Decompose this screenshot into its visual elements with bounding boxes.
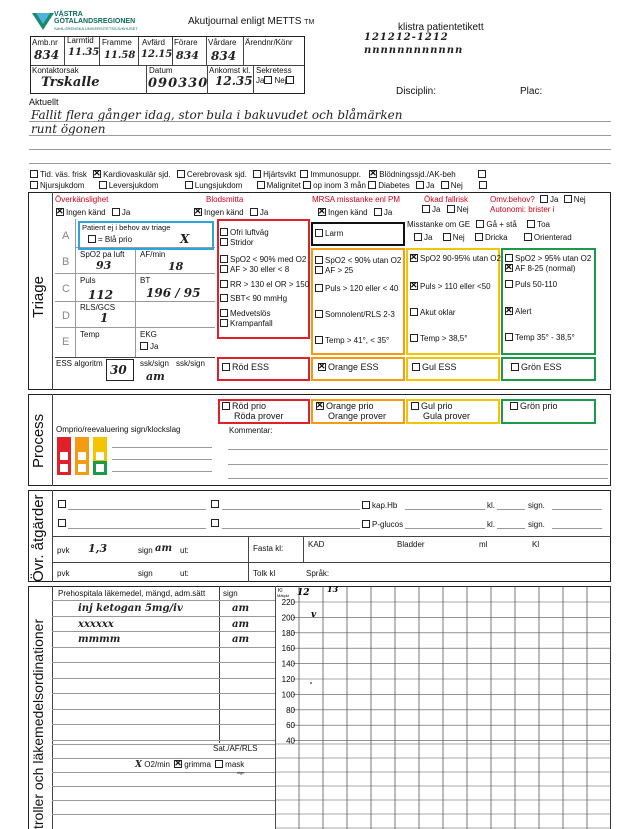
larm-checkbox[interactable] — [315, 229, 323, 237]
bla-prio-mark: X — [180, 232, 190, 246]
fallrisk-options: Ja Nej — [422, 205, 469, 214]
yellow-criteria: ✕SpO2 90-95% utan O2 ✕Puls > 110 eller <50 Akut oklar Temp > 38,5° — [410, 254, 501, 344]
lungsjukdom-checkbox[interactable] — [185, 181, 193, 189]
temp-label: Temp — [80, 330, 100, 339]
ofri-luftvag-checkbox[interactable] — [220, 228, 228, 236]
patient-id: 121212-1212 — [364, 32, 449, 43]
misstanke-options: Ja Nej Dricka Orienterad — [414, 233, 572, 242]
atgard-4-checkbox[interactable] — [211, 519, 219, 527]
atgard-checkbox-4 — [211, 519, 221, 528]
ess-algo-label: ESS algoritm — [56, 359, 103, 368]
meds-header: Prehospitala läkemedel, mängd, adm.sätt — [58, 589, 206, 598]
med-row-sign: am — [232, 603, 250, 614]
pvk-label: pvk — [57, 546, 70, 555]
vardare-value: 834 — [211, 49, 237, 63]
rod-prio: Röd prio Röda prover — [222, 401, 284, 421]
pvk-value: 1,3 — [88, 542, 108, 555]
krampanfall-checkbox[interactable] — [220, 319, 228, 327]
ess-value: 30 — [110, 363, 127, 377]
med-row-sign: am — [232, 618, 250, 630]
orange-ess: ✕Orange ESS — [318, 362, 379, 372]
overk-ja-checkbox[interactable] — [112, 208, 120, 216]
somnolent-checkbox[interactable] — [315, 310, 323, 318]
red-ess: Röd ESS — [222, 362, 269, 372]
pvk2-ut-label: ut: — [180, 569, 189, 578]
aktuellt-line2: runt ögonen — [31, 122, 106, 136]
tolk-label: Tolk kl — [253, 569, 276, 578]
ga-sta-checkbox[interactable] — [476, 220, 484, 228]
process-title: Process — [30, 413, 47, 468]
framme-label: Framme — [102, 38, 132, 47]
orange-puls-checkbox[interactable] — [315, 284, 323, 292]
sat-label: Sat./AF/RLS — [213, 744, 258, 753]
admin-grid — [30, 36, 305, 94]
axis-tick-label: 100 — [281, 690, 295, 700]
yellow-puls-checkbox[interactable] — [410, 282, 418, 290]
secrecy-label: Sekretess — [256, 66, 292, 75]
kap-hb: kap.Hb — [362, 501, 397, 510]
overkanslighet-options: ✕Ingen känd Ja — [56, 208, 130, 217]
handwritten-12: 12 — [297, 588, 310, 598]
af-value: 18 — [168, 260, 184, 273]
kl2-label: Kl — [532, 540, 540, 549]
framme-value: 11.58 — [104, 50, 136, 61]
rls-label: RLS/GCS — [80, 303, 116, 312]
meds-title: troller och läkemedelsordinationer — [30, 618, 46, 829]
ssk-sign2-label: ssk/sign — [176, 359, 205, 368]
pvk2-sign-label: sign — [138, 569, 153, 578]
atgard-1-checkbox[interactable] — [58, 500, 66, 508]
overk-ingen-checkbox[interactable] — [56, 208, 64, 216]
axis-tick-label: 160 — [281, 644, 295, 654]
omv-nej-checkbox[interactable] — [564, 195, 572, 203]
rls-value: 1 — [100, 311, 109, 325]
green-temp-checkbox[interactable] — [505, 333, 513, 341]
grimma-checkbox[interactable] — [174, 760, 182, 768]
plac-label: Plac: — [520, 86, 543, 97]
red-af-checkbox[interactable] — [220, 265, 228, 273]
axis-tick-label: 40 — [286, 736, 295, 746]
stridor-checkbox[interactable] — [220, 238, 228, 246]
o2-row: X O2/min ✕ grimma mask — [135, 760, 244, 770]
mrsa-label: MRSA misstanke enl PM — [312, 195, 401, 204]
dricka-checkbox[interactable] — [475, 233, 483, 241]
fallrisk-nej-checkbox[interactable] — [447, 205, 455, 213]
kl-label: Kl — [278, 588, 283, 594]
red-criteria: Ofri luftväg Stridor SpO2 < 90% med O2 AF > 30 eller < 8 RR > 130 el OR > 150 SBT< 90 mmHg Medvetslös Krampanfall — [220, 228, 309, 329]
med-row-text: inj ketogan 5mg/iv — [78, 603, 183, 614]
axis-tick-label: 220 — [281, 598, 295, 607]
gul-prio-checkbox[interactable] — [411, 402, 419, 410]
red-sbt-checkbox[interactable] — [220, 294, 228, 302]
gul-prio: Gul prio Gula prover — [411, 401, 470, 421]
pvk-sign-value: am — [155, 543, 173, 554]
omprio-label: Omprio/reevaluering sign/klockslag — [56, 425, 181, 434]
kl-label-1: kl. — [487, 501, 495, 510]
extra-checkbox-1[interactable] — [478, 170, 486, 178]
patient-ej-label: Patient ej i behov av triage — [82, 223, 171, 232]
green-af-checkbox[interactable] — [505, 264, 513, 272]
patient-name: nnnnnnnnnnnn — [364, 45, 464, 56]
blodsmitta-label: Blodsmitta — [206, 195, 244, 204]
green-criteria: SpO2 > 95% utan O2 ✕AF 8-25 (normal) Puls 50-110 ✕Alert Temp 35° - 38,5° — [505, 254, 591, 343]
atgard-checkbox-1 — [58, 500, 68, 509]
atgard-checkbox-2 — [211, 500, 221, 509]
handwritten-13: 13 — [327, 586, 339, 594]
diabetes-ja-checkbox[interactable] — [416, 181, 424, 189]
gul-ess: Gul ESS — [412, 362, 457, 372]
patient-label-placeholder: klistra patientetikett — [398, 22, 484, 33]
ekg-option: Ja — [140, 342, 158, 351]
axis-tick-label: 200 — [281, 613, 295, 623]
orange-ess-checkbox[interactable] — [318, 363, 326, 371]
sign-label-1: sign. — [528, 501, 545, 510]
date-value: 090330 — [148, 76, 209, 91]
immunosuppr-checkbox[interactable] — [300, 170, 308, 178]
arrival-value: 12.35 — [215, 74, 253, 88]
malignitet-checkbox[interactable] — [257, 181, 265, 189]
orienterad-checkbox[interactable] — [524, 233, 532, 241]
pvk2-label: pvk — [57, 569, 70, 578]
toa-checkbox[interactable] — [527, 220, 535, 228]
med-row-sign: am — [232, 634, 250, 645]
disciplin-label: Disciplin: — [396, 86, 437, 97]
mrsa-ja-checkbox[interactable] — [374, 208, 382, 216]
omv-row: Omv.behov? Ja Nej — [490, 195, 586, 204]
sign-label-2: sign. — [528, 520, 545, 529]
aktuellt-label: Aktuellt — [29, 97, 59, 107]
orange-spo2-checkbox[interactable] — [315, 256, 323, 264]
hjartsvikt-checkbox[interactable] — [253, 170, 261, 178]
logo-icon — [30, 10, 56, 32]
avfard-label: Avfärd — [142, 38, 165, 47]
amb-label: Amb.nr — [32, 38, 58, 47]
org-line3: SAHLGRENSKA UNIVERSITETSSJUKHUSET — [54, 26, 138, 31]
secrecy-ja-checkbox[interactable] — [264, 76, 272, 84]
axis-tick-label: 180 — [281, 628, 295, 638]
axis-tick-label: 80 — [286, 705, 295, 715]
bt-value: 196 / 95 — [146, 286, 201, 300]
spo2-label: SpO2 pa luft — [80, 250, 125, 259]
gron-prio: Grön prio — [510, 401, 558, 411]
p-glucos: P-glucos — [362, 520, 403, 529]
green-puls-checkbox[interactable] — [505, 280, 513, 288]
ssk-sign-label: ssk/sign — [140, 359, 169, 368]
row-a: A — [62, 230, 70, 242]
orange-criteria: SpO2 < 90% utan O2 AF > 25 Puls > 120 eller < 40 Somnolent/RLS 2-3 Temp > 41°, < 35° — [315, 256, 401, 346]
forare-value: 834 — [176, 49, 199, 62]
blodningssjd-checkbox[interactable] — [369, 170, 377, 178]
alert-checkbox[interactable] — [505, 307, 513, 315]
omv-ja-checkbox[interactable] — [540, 195, 548, 203]
ml-label: ml — [479, 540, 488, 549]
rod-prio-checkbox[interactable] — [222, 402, 230, 410]
med-row-text: xxxxxx — [78, 618, 114, 630]
atgard-3-checkbox[interactable] — [58, 519, 66, 527]
fasta-label: Fasta kl: — [253, 544, 284, 553]
diabetes-nej-checkbox[interactable] — [441, 181, 449, 189]
yellow-temp-checkbox[interactable] — [410, 334, 418, 342]
fallrisk-label: Ökad fallrisk — [424, 195, 469, 204]
kl-label-2: kl. — [487, 520, 495, 529]
fallrisk-ja-checkbox[interactable] — [422, 205, 430, 213]
matpkt-label: Mätpkt — [277, 593, 290, 598]
blod-ingen-checkbox[interactable] — [194, 208, 202, 216]
logo — [30, 10, 180, 36]
kad-label: KAD — [308, 540, 325, 549]
kardiovaskular-checkbox[interactable] — [93, 170, 101, 178]
puls-value: 112 — [88, 288, 114, 302]
ssk-sign-value: am — [146, 370, 165, 383]
mask-checkbox[interactable] — [215, 760, 223, 768]
akut-oklar-checkbox[interactable] — [410, 308, 418, 316]
amb-value: 834 — [34, 48, 60, 62]
bladder-label: Bladder — [397, 540, 425, 549]
history-row1: Tid. väs. frisk ✕ Kardiovaskulär sjd. Cerebrovask sjd. Hjärtsvikt Immunosuppr. ✕ Blödningssjd./AK-beh — [30, 170, 488, 179]
blodsmitta-options: ✕Ingen känd Ja — [194, 208, 268, 217]
larmtid-label: Larmtid — [67, 36, 94, 45]
bla-prio-checkbox[interactable] — [88, 235, 96, 243]
p-glucos-checkbox[interactable] — [362, 520, 370, 528]
af-label: AF/min — [140, 250, 166, 259]
op-checkbox[interactable] — [303, 181, 311, 189]
date-label: Datum — [149, 66, 173, 75]
sprak-label: Språk: — [306, 569, 330, 578]
vardare-label: Vårdare — [208, 38, 237, 47]
page-title: Akutjournal enligt METTS TM — [188, 16, 315, 27]
vitals-chart — [275, 586, 611, 829]
green-spo2-checkbox[interactable] — [505, 254, 513, 262]
red-ess-checkbox[interactable] — [222, 363, 230, 371]
red-spo2-checkbox[interactable] — [220, 255, 228, 263]
axis-tick-label: 120 — [281, 675, 295, 684]
ekg-label: EKG — [140, 330, 157, 339]
contact-label: Kontaktorsak — [32, 66, 79, 75]
prio-squares — [57, 437, 107, 477]
kommentar-label: Kommentar: — [229, 426, 273, 435]
contact-value: Trskalle — [41, 75, 100, 90]
spo2-value: 93 — [96, 259, 112, 272]
pvk-sign-label: sign — [138, 546, 153, 555]
ge-nej-checkbox[interactable] — [443, 233, 451, 241]
row-e: E — [62, 336, 70, 348]
tid-vas-frisk-checkbox[interactable] — [30, 170, 38, 178]
axis-tick-label: 60 — [286, 721, 295, 731]
orange-temp-checkbox[interactable] — [315, 336, 323, 344]
axis-tick-label: 140 — [281, 659, 295, 669]
diabetes-checkbox[interactable] — [368, 181, 376, 189]
larmtid-value: 11.35 — [68, 47, 100, 58]
triage-title: Triage — [30, 276, 47, 318]
secrecy-options: Ja Nej — [256, 76, 296, 85]
mrsa-options: ✕Ingen känd Ja — [318, 208, 392, 217]
autonomi-label: Autonomi: brister i — [490, 205, 555, 214]
ekg-ja-checkbox[interactable] — [140, 342, 148, 350]
orange-prio: ✕Orange prio Orange prover — [316, 401, 386, 421]
gron-ess: Grön ESS — [511, 362, 562, 372]
leversjukdom-checkbox[interactable] — [99, 181, 107, 189]
secrecy-nej-checkbox[interactable] — [286, 76, 294, 84]
misstanke-row: Misstanke om GE Gå + stå Toa — [407, 220, 550, 229]
extra-checkbox-2[interactable] — [479, 181, 487, 189]
med-row-text: mmmm — [78, 634, 121, 645]
org-line1: VÄSTRA — [54, 11, 83, 18]
forare-label: Förare — [174, 38, 198, 47]
row-d: D — [62, 310, 70, 322]
org-line2: GÖTALANDSREGIONEN — [54, 18, 136, 25]
medvetslos-checkbox[interactable] — [220, 309, 228, 317]
overkanslighet-label: Överkänslighet — [55, 195, 109, 204]
v-mark: v — [311, 610, 317, 620]
blod-ja-checkbox[interactable] — [250, 208, 258, 216]
sign-small-label: sign — [237, 770, 245, 775]
chart-dot — [310, 682, 312, 684]
larm: Larm — [315, 229, 343, 238]
pvk-ut-label: ut: — [180, 546, 189, 555]
history-row2: Njursjukdom Leversjukdom Lungsjukdom Malignitet op inom 3 mån Diabetes Ja Nej — [30, 181, 489, 190]
red-rr-checkbox[interactable] — [220, 280, 228, 288]
atgard-checkbox-3 — [58, 519, 68, 528]
yellow-spo2-checkbox[interactable] — [410, 254, 418, 262]
row-b: B — [62, 256, 70, 268]
bla-prio-option: = Blå prio — [88, 235, 132, 244]
orange-prio-checkbox[interactable] — [316, 402, 324, 410]
avfard-value: 12.15 — [141, 49, 173, 60]
orange-af-checkbox[interactable] — [315, 266, 323, 274]
njursjukdom-checkbox[interactable] — [30, 181, 38, 189]
arendnr-label: Ärendnr/Könr — [245, 38, 293, 47]
cerebrovask-checkbox[interactable] — [177, 170, 185, 178]
mrsa-ingen-checkbox[interactable] — [318, 208, 326, 216]
aktuellt-line1: Fallit flera gånger idag, stor bula i bakuvudet och blåmärken — [31, 108, 403, 122]
gron-ess-checkbox[interactable] — [511, 363, 519, 371]
gron-prio-checkbox[interactable] — [510, 402, 518, 410]
atgarder-title: Övr. åtgärder — [30, 494, 47, 582]
row-c: C — [62, 283, 70, 295]
kap-hb-checkbox[interactable] — [362, 501, 370, 509]
bt-label: BT — [140, 276, 151, 285]
gul-ess-checkbox[interactable] — [412, 363, 420, 371]
arrival-label: Ankomst kl. — [209, 66, 251, 75]
meds-sign-header: sign — [223, 589, 238, 598]
ge-ja-checkbox[interactable] — [414, 233, 422, 241]
atgard-2-checkbox[interactable] — [211, 500, 219, 508]
puls-label: Puls — [80, 276, 96, 285]
